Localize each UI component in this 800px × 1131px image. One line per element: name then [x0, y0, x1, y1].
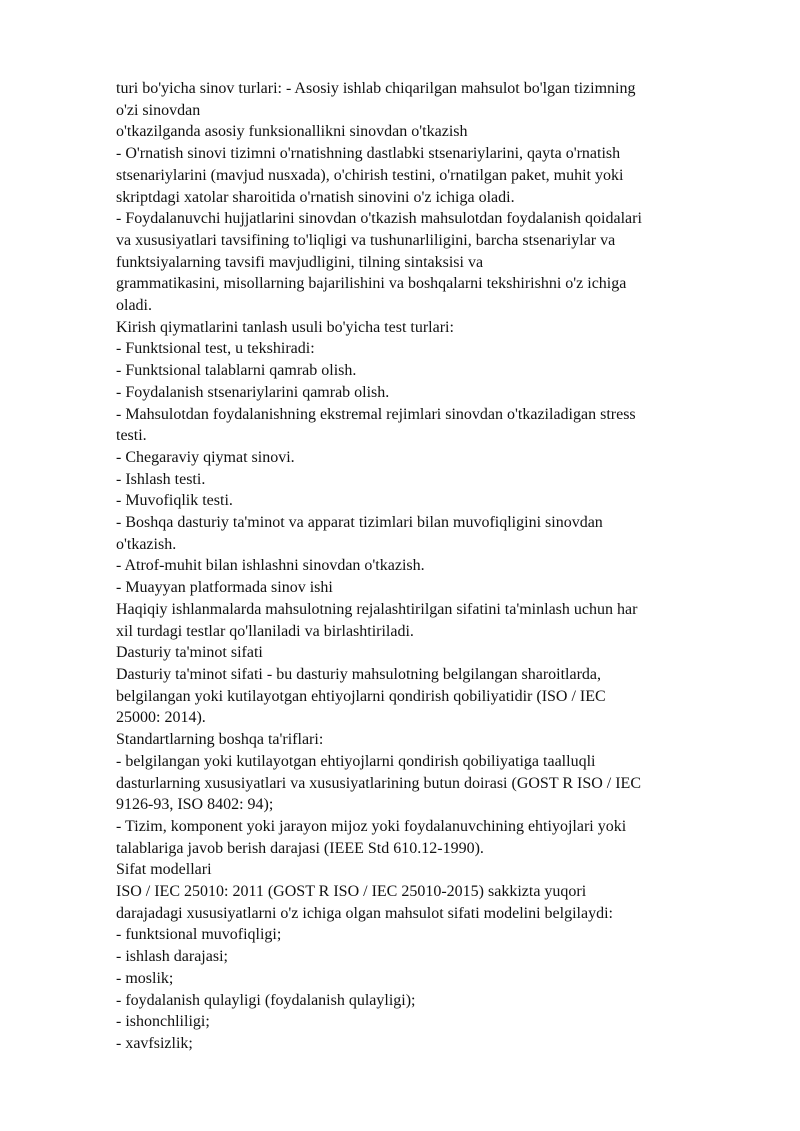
text-line: dasturlarning xususiyatlari va xususiyatlarining butun doirasi (GOST R ISO / IEC — [116, 774, 641, 792]
text-line: 9126-93, ISO 8402: 94); — [116, 796, 274, 814]
text-line: o'zi sinovdan — [116, 101, 201, 119]
text-line: - xavfsizlik; — [116, 1034, 193, 1052]
text-line: - Funktsional test, u tekshiradi: — [116, 340, 315, 358]
text-line: - Ishlash testi. — [116, 470, 206, 488]
text-line: 25000: 2014). — [116, 709, 206, 727]
document-body — [116, 78, 746, 1055]
text-line: o'tkazilganda asosiy funksionallikni sinovdan o'tkazish — [116, 123, 468, 141]
text-line: Dasturiy ta'minot sifati — [116, 644, 263, 662]
text-line: - Chegaraviy qiymat sinovi. — [116, 448, 295, 466]
text-line: - Atrof-muhit bilan ishlashni sinovdan o'tkazish. — [116, 557, 425, 575]
text-line: Kirish qiymatlarini tanlash usuli bo'yicha test turlari: — [116, 318, 454, 336]
text-line: stsenariylarini (mavjud nusxada), o'chirish testini, o'rnatilgan paket, muhit yoki — [116, 166, 624, 184]
text-line: - Funktsional talablarni qamrab olish. — [116, 362, 357, 380]
text-line: - Boshqa dasturiy ta'minot va apparat tizimlari bilan muvofiqligini sinovdan — [116, 514, 603, 532]
text-line: skriptdagi xatolar sharoitida o'rnatish sinovini o'z ichiga oladi. — [116, 188, 515, 206]
text-line: Sifat modellari — [116, 861, 212, 879]
text-line: talablariga javob berish darajasi (IEEE Std 610.12-1990). — [116, 839, 484, 857]
text-line: Dasturiy ta'minot sifati - bu dasturiy mahsulotning belgilangan sharoitlarda, — [116, 665, 602, 683]
text-line: funktsiyalarning tavsifi mavjudligini, tilning sintaksisi va — [116, 253, 484, 271]
text-line: xil turdagi testlar qo'llaniladi va birlashtiriladi. — [116, 622, 414, 640]
text-line: ISO / IEC 25010: 2011 (GOST R ISO / IEC 25010-2015) sakkizta yuqori — [116, 883, 587, 901]
text-line: Haqiqiy ishlanmalarda mahsulotning rejalashtirilgan sifatini ta'minlash uchun har — [116, 600, 638, 618]
text-line: - moslik; — [116, 969, 174, 987]
text-line: o'tkazish. — [116, 535, 177, 553]
text-line: va xususiyatlari tavsifining to'liqligi va tushunarliligini, barcha stsenariylar va — [116, 231, 616, 249]
text-line: - O'rnatish sinovi tizimni o'rnatishning dastlabki stsenariylarini, qayta o'rnatish — [116, 145, 621, 163]
text-line: testi. — [116, 427, 147, 445]
text-line: - belgilangan yoki kutilayotgan ehtiyojlarni qondirish qobiliyatiga taalluqli — [116, 752, 596, 770]
text-line: darajadagi xususiyatlarni o'z ichiga olgan mahsulot sifati modelini belgilaydi: — [116, 904, 613, 922]
text-line: oladi. — [116, 297, 152, 315]
text-line: - Foydalanuvchi hujjatlarini sinovdan o'tkazish mahsulotdan foydalanish qoidalari — [116, 210, 642, 228]
text-line: - ishlash darajasi; — [116, 948, 228, 966]
text-line: - Muvofiqlik testi. — [116, 492, 233, 510]
text-line: belgilangan yoki kutilayotgan ehtiyojlarni qondirish qobiliyatidir (ISO / IEC — [116, 687, 606, 705]
text-line: - Mahsulotdan foydalanishning ekstremal rejimlari sinovdan o'tkaziladigan stress — [116, 405, 636, 423]
text-line: - foydalanish qulayligi (foydalanish qulayligi); — [116, 991, 416, 1009]
text-line: grammatikasini, misollarning bajarilishini va boshqalarni tekshirishni o'z ichiga — [116, 275, 627, 293]
text-line: - funktsional muvofiqligi; — [116, 926, 282, 944]
text-line: turi bo'yicha sinov turlari: - Asosiy ishlab chiqarilgan mahsulot bo'lgan tizimning — [116, 80, 636, 97]
text-line: - Tizim, komponent yoki jarayon mijoz yoki foydalanuvchining ehtiyojlari yoki — [116, 817, 627, 835]
text-line: - Muayyan platformada sinov ishi — [116, 579, 333, 597]
text-line: Standartlarning boshqa ta'riflari: — [116, 731, 324, 749]
text-line: - ishonchliligi; — [116, 1013, 210, 1031]
text-line: - Foydalanish stsenariylarini qamrab olish. — [116, 383, 390, 401]
